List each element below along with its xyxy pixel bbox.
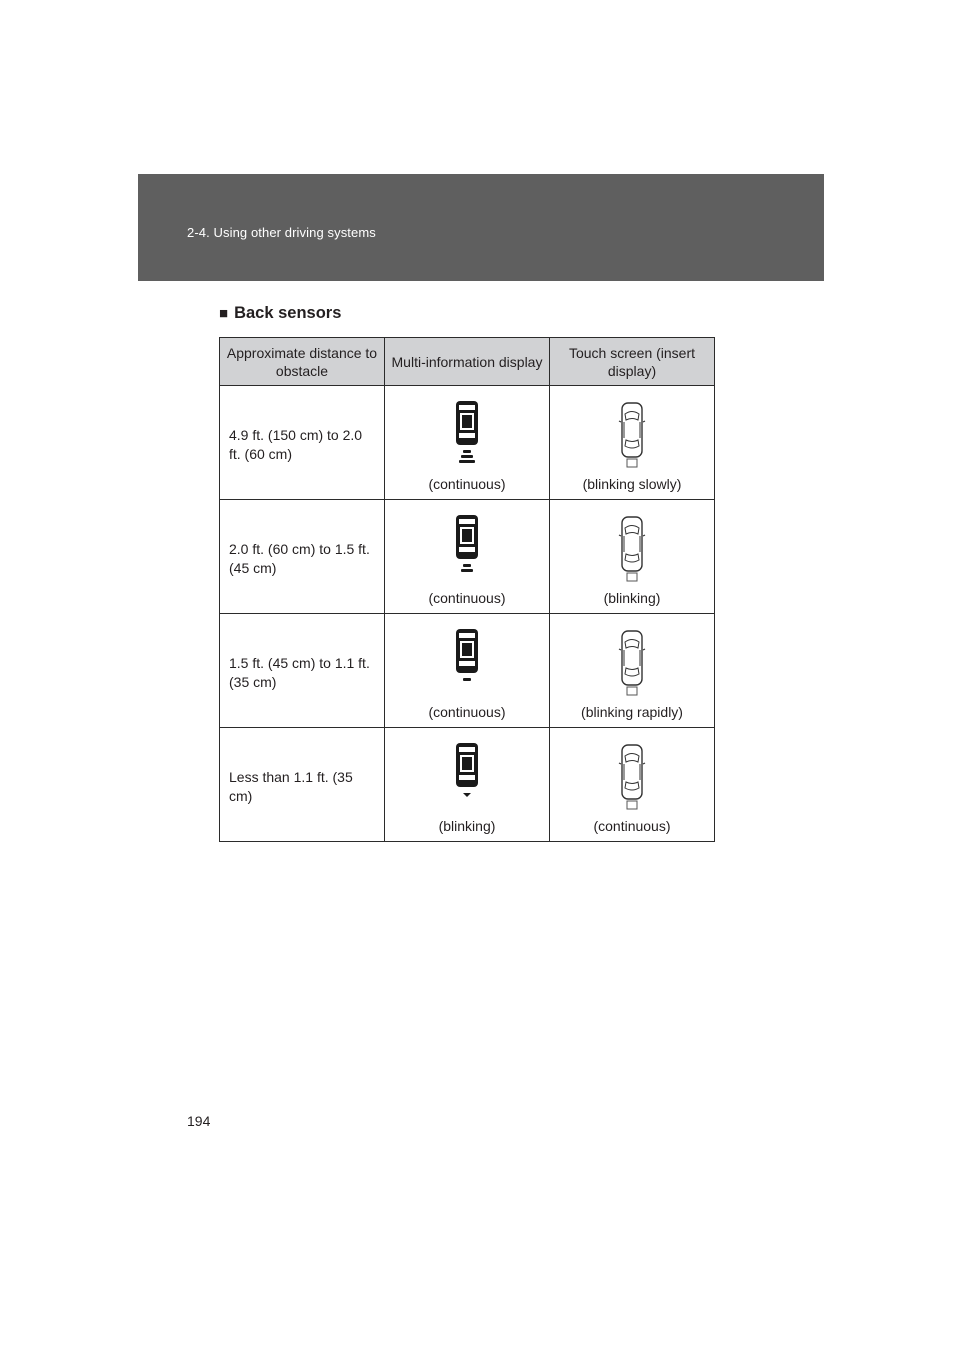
touch-screen-status: (blinking)	[603, 590, 661, 606]
section-heading	[219, 304, 341, 323]
multi-info-cell	[385, 386, 550, 500]
distance-text: 4.9 ft. (150 cm) to 2.0 ft. (60 cm)	[229, 427, 363, 462]
distance-cell	[220, 728, 385, 842]
multi-info-status: (blinking)	[438, 818, 496, 834]
distance-cell	[220, 614, 385, 728]
distance-cell	[220, 386, 385, 500]
distance-text: 1.5 ft. (45 cm) to 1.1 ft. (35 cm)	[229, 655, 370, 690]
multi-info-status: (continuous)	[428, 704, 506, 720]
distance-text: 2.0 ft. (60 cm) to 1.5 ft. (45 cm)	[229, 541, 370, 576]
table-row	[220, 500, 715, 614]
page-number: 194	[187, 1113, 211, 1129]
touch-screen-cell	[550, 386, 715, 500]
back-sensor-table	[219, 337, 715, 842]
touch-screen-cell	[550, 500, 715, 614]
table-header-row	[220, 338, 715, 386]
table-row	[220, 614, 715, 728]
touch-screen-status: (continuous)	[593, 818, 671, 834]
heading-text: Back sensors	[234, 304, 342, 322]
multi-info-cell	[385, 728, 550, 842]
multi-info-cell	[385, 500, 550, 614]
touch-screen-status: (blinking slowly)	[582, 476, 682, 492]
distance-cell	[220, 500, 385, 614]
column-header-multi-info: Multi-information display	[385, 338, 550, 386]
column-header-touch-screen: Touch screen (insert display)	[550, 338, 715, 386]
multi-info-status: (continuous)	[428, 590, 506, 606]
table-row	[220, 386, 715, 500]
multi-info-status: (continuous)	[428, 476, 506, 492]
table-row	[220, 728, 715, 842]
section-title: 2-4. Using other driving systems	[187, 225, 376, 240]
distance-text: Less than 1.1 ft. (35 cm)	[229, 769, 353, 804]
touch-screen-status: (blinking rapidly)	[581, 704, 683, 720]
square-bullet-icon: ■	[219, 305, 229, 322]
multi-info-cell	[385, 614, 550, 728]
column-header-distance: Approximate distance to obstacle	[220, 338, 385, 386]
touch-screen-cell	[550, 614, 715, 728]
touch-screen-cell	[550, 728, 715, 842]
